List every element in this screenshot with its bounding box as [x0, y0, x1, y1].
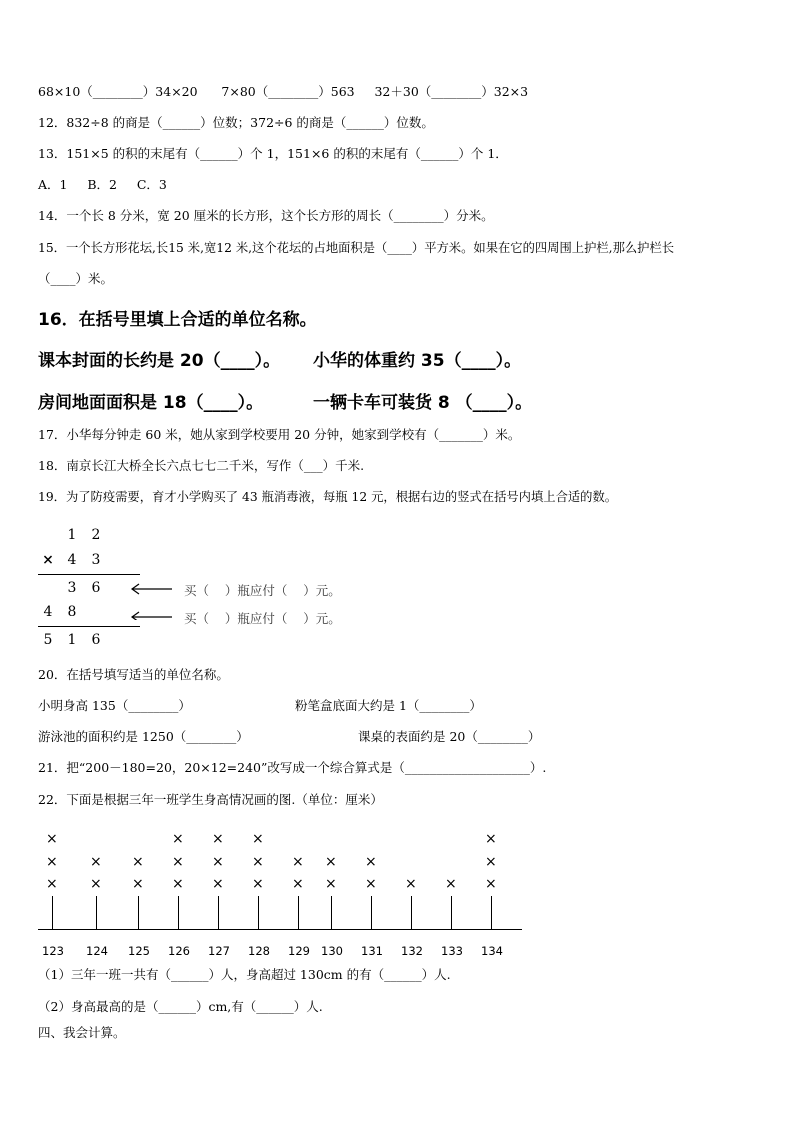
question-16-c: 房间地面面积是 18（____）。: [38, 393, 264, 413]
data-mark: ×: [325, 854, 337, 870]
data-mark: ×: [90, 854, 102, 870]
axis-tick: [331, 896, 332, 930]
data-mark: ×: [46, 831, 58, 847]
question-17: 17．小华每分钟走 60 米，她从家到学校要用 20 分钟，她家到学校有（_______）米。: [38, 427, 521, 442]
data-mark: ×: [46, 854, 58, 870]
question-15-line2: （____）米。: [38, 271, 114, 286]
vm-cell: 6: [91, 580, 101, 596]
question-16: 16．在括号里填上合适的单位名称。: [38, 310, 317, 330]
tick-label: 129: [288, 944, 310, 958]
question-22-part2: （2）身高最高的是（______）cm,有（______）人.: [38, 999, 323, 1014]
data-mark: ×: [325, 876, 337, 892]
data-mark: ×: [252, 831, 264, 847]
data-mark: ×: [292, 876, 304, 892]
data-mark: ×: [172, 854, 184, 870]
vm-row-3: [36, 580, 108, 596]
tick-label: 127: [208, 944, 230, 958]
vm-cell: 8: [67, 604, 77, 620]
axis-tick: [96, 896, 97, 930]
arrow-left-icon: [132, 584, 172, 594]
data-mark: ×: [365, 854, 377, 870]
data-mark: ×: [405, 876, 417, 892]
tick-label: 125: [128, 944, 150, 958]
axis-tick: [218, 896, 219, 930]
data-mark: ×: [90, 876, 102, 892]
vm-row-4: [36, 604, 108, 620]
question-18: 18．南京长江大桥全长六点七七二千米，写作（___）千米.: [38, 458, 365, 473]
vm-divider: [38, 574, 140, 575]
question-20-d: 课桌的表面约是 20（________）: [358, 729, 541, 744]
vm-cell: 3: [91, 552, 101, 568]
data-mark: ×: [212, 854, 224, 870]
axis-tick: [451, 896, 452, 930]
vm-divider: [38, 626, 140, 627]
tick-label: 133: [441, 944, 463, 958]
tick-label: 134: [481, 944, 503, 958]
question-21: 21．把“200－180=20，20×12=240”改写成一个综合算式是（____________________）.: [38, 760, 547, 775]
arrow-icons: [124, 580, 184, 620]
data-mark: ×: [172, 831, 184, 847]
question-16-d: 一辆卡车可装货 8 （____）。: [313, 393, 533, 413]
vm-row-1: [36, 527, 108, 543]
axis-tick: [178, 896, 179, 930]
vm-row-5: [36, 632, 108, 648]
data-mark: ×: [485, 854, 497, 870]
tick-label: 131: [361, 944, 383, 958]
question-13-options: A．1 B．2 C．3: [38, 177, 167, 192]
tick-label: 126: [168, 944, 190, 958]
question-13: 13．151×5 的积的末尾有（______）个 1，151×6 的积的末尾有（______）个 1．: [38, 146, 508, 161]
vm-note-1: 买（ ）瓶应付（ ）元。: [184, 583, 341, 598]
data-mark: ×: [212, 876, 224, 892]
data-mark: ×: [445, 876, 457, 892]
axis-tick: [52, 896, 53, 930]
vm-cell: 1: [67, 632, 77, 648]
vm-cell: 4: [43, 604, 53, 620]
arrow-left-icon: [132, 612, 172, 620]
vm-cell: 1: [67, 527, 77, 543]
question-20-b: 粉笔盒底面大约是 1（________）: [295, 698, 482, 713]
data-mark: ×: [485, 831, 497, 847]
question-22: 22．下面是根据三年一班学生身高情况画的图.（单位：厘米）: [38, 792, 383, 807]
question-12: 12．832÷8 的商是（______）位数；372÷6 的商是（______）位数。: [38, 115, 434, 130]
vm-cell: 5: [43, 632, 53, 648]
tick-label: 123: [42, 944, 64, 958]
vm-cell: ×: [42, 552, 54, 568]
question-16-a: 课本封面的长约是 20（____）。: [38, 351, 281, 371]
vm-cell: 2: [91, 527, 101, 543]
question-15-line1: 15．一个长方形花坛,长15 米,宽12 米,这个花坛的占地面积是（____）平方米。如果在它的四周围上护栏,那么护栏长: [38, 241, 675, 255]
data-mark: ×: [365, 876, 377, 892]
question-20: 20．在括号填写适当的单位名称。: [38, 667, 229, 682]
vm-cell: 4: [67, 552, 77, 568]
data-mark: ×: [252, 876, 264, 892]
axis-tick: [491, 896, 492, 930]
data-mark: ×: [212, 831, 224, 847]
tick-label: 128: [248, 944, 270, 958]
data-mark: ×: [46, 876, 58, 892]
question-14: 14．一个长 8 分米，宽 20 厘米的长方形，这个长方形的周长（________）分米。: [38, 208, 494, 223]
tick-label: 130: [321, 944, 343, 958]
data-mark: ×: [132, 854, 144, 870]
plot-axis: [38, 929, 522, 930]
axis-tick: [411, 896, 412, 930]
data-mark: ×: [252, 854, 264, 870]
data-mark: ×: [132, 876, 144, 892]
axis-tick: [138, 896, 139, 930]
axis-tick: [298, 896, 299, 930]
data-mark: ×: [172, 876, 184, 892]
question-20-c: 游泳池的面积约是 1250（________）: [38, 729, 249, 744]
vm-cell: 3: [67, 580, 77, 596]
question-20-a: 小明身高 135（________）: [38, 698, 191, 713]
question-19: 19．为了防疫需要，育才小学购买了 43 瓶消毒液，每瓶 12 元，根据右边的竖式在括号内填上合适的数。: [38, 490, 618, 504]
comparison-line: 68×10（________）34×20 7×80（________）563 32＋30（________）32×3: [38, 84, 529, 99]
data-mark: ×: [292, 854, 304, 870]
axis-tick: [371, 896, 372, 930]
question-22-part1: （1）三年一班一共有（______）人，身高超过 130cm 的有（______）人.: [38, 967, 451, 982]
question-16-b: 小华的体重约 35（____）。: [313, 351, 522, 371]
vm-row-2: [36, 552, 108, 568]
data-mark: ×: [485, 876, 497, 892]
tick-label: 132: [401, 944, 423, 958]
vm-cell: 6: [91, 632, 101, 648]
axis-tick: [258, 896, 259, 930]
vm-note-2: 买（ ）瓶应付（ ）元。: [184, 611, 341, 626]
tick-label: 124: [86, 944, 108, 958]
section-4-title: 四、我会计算。: [38, 1025, 126, 1040]
